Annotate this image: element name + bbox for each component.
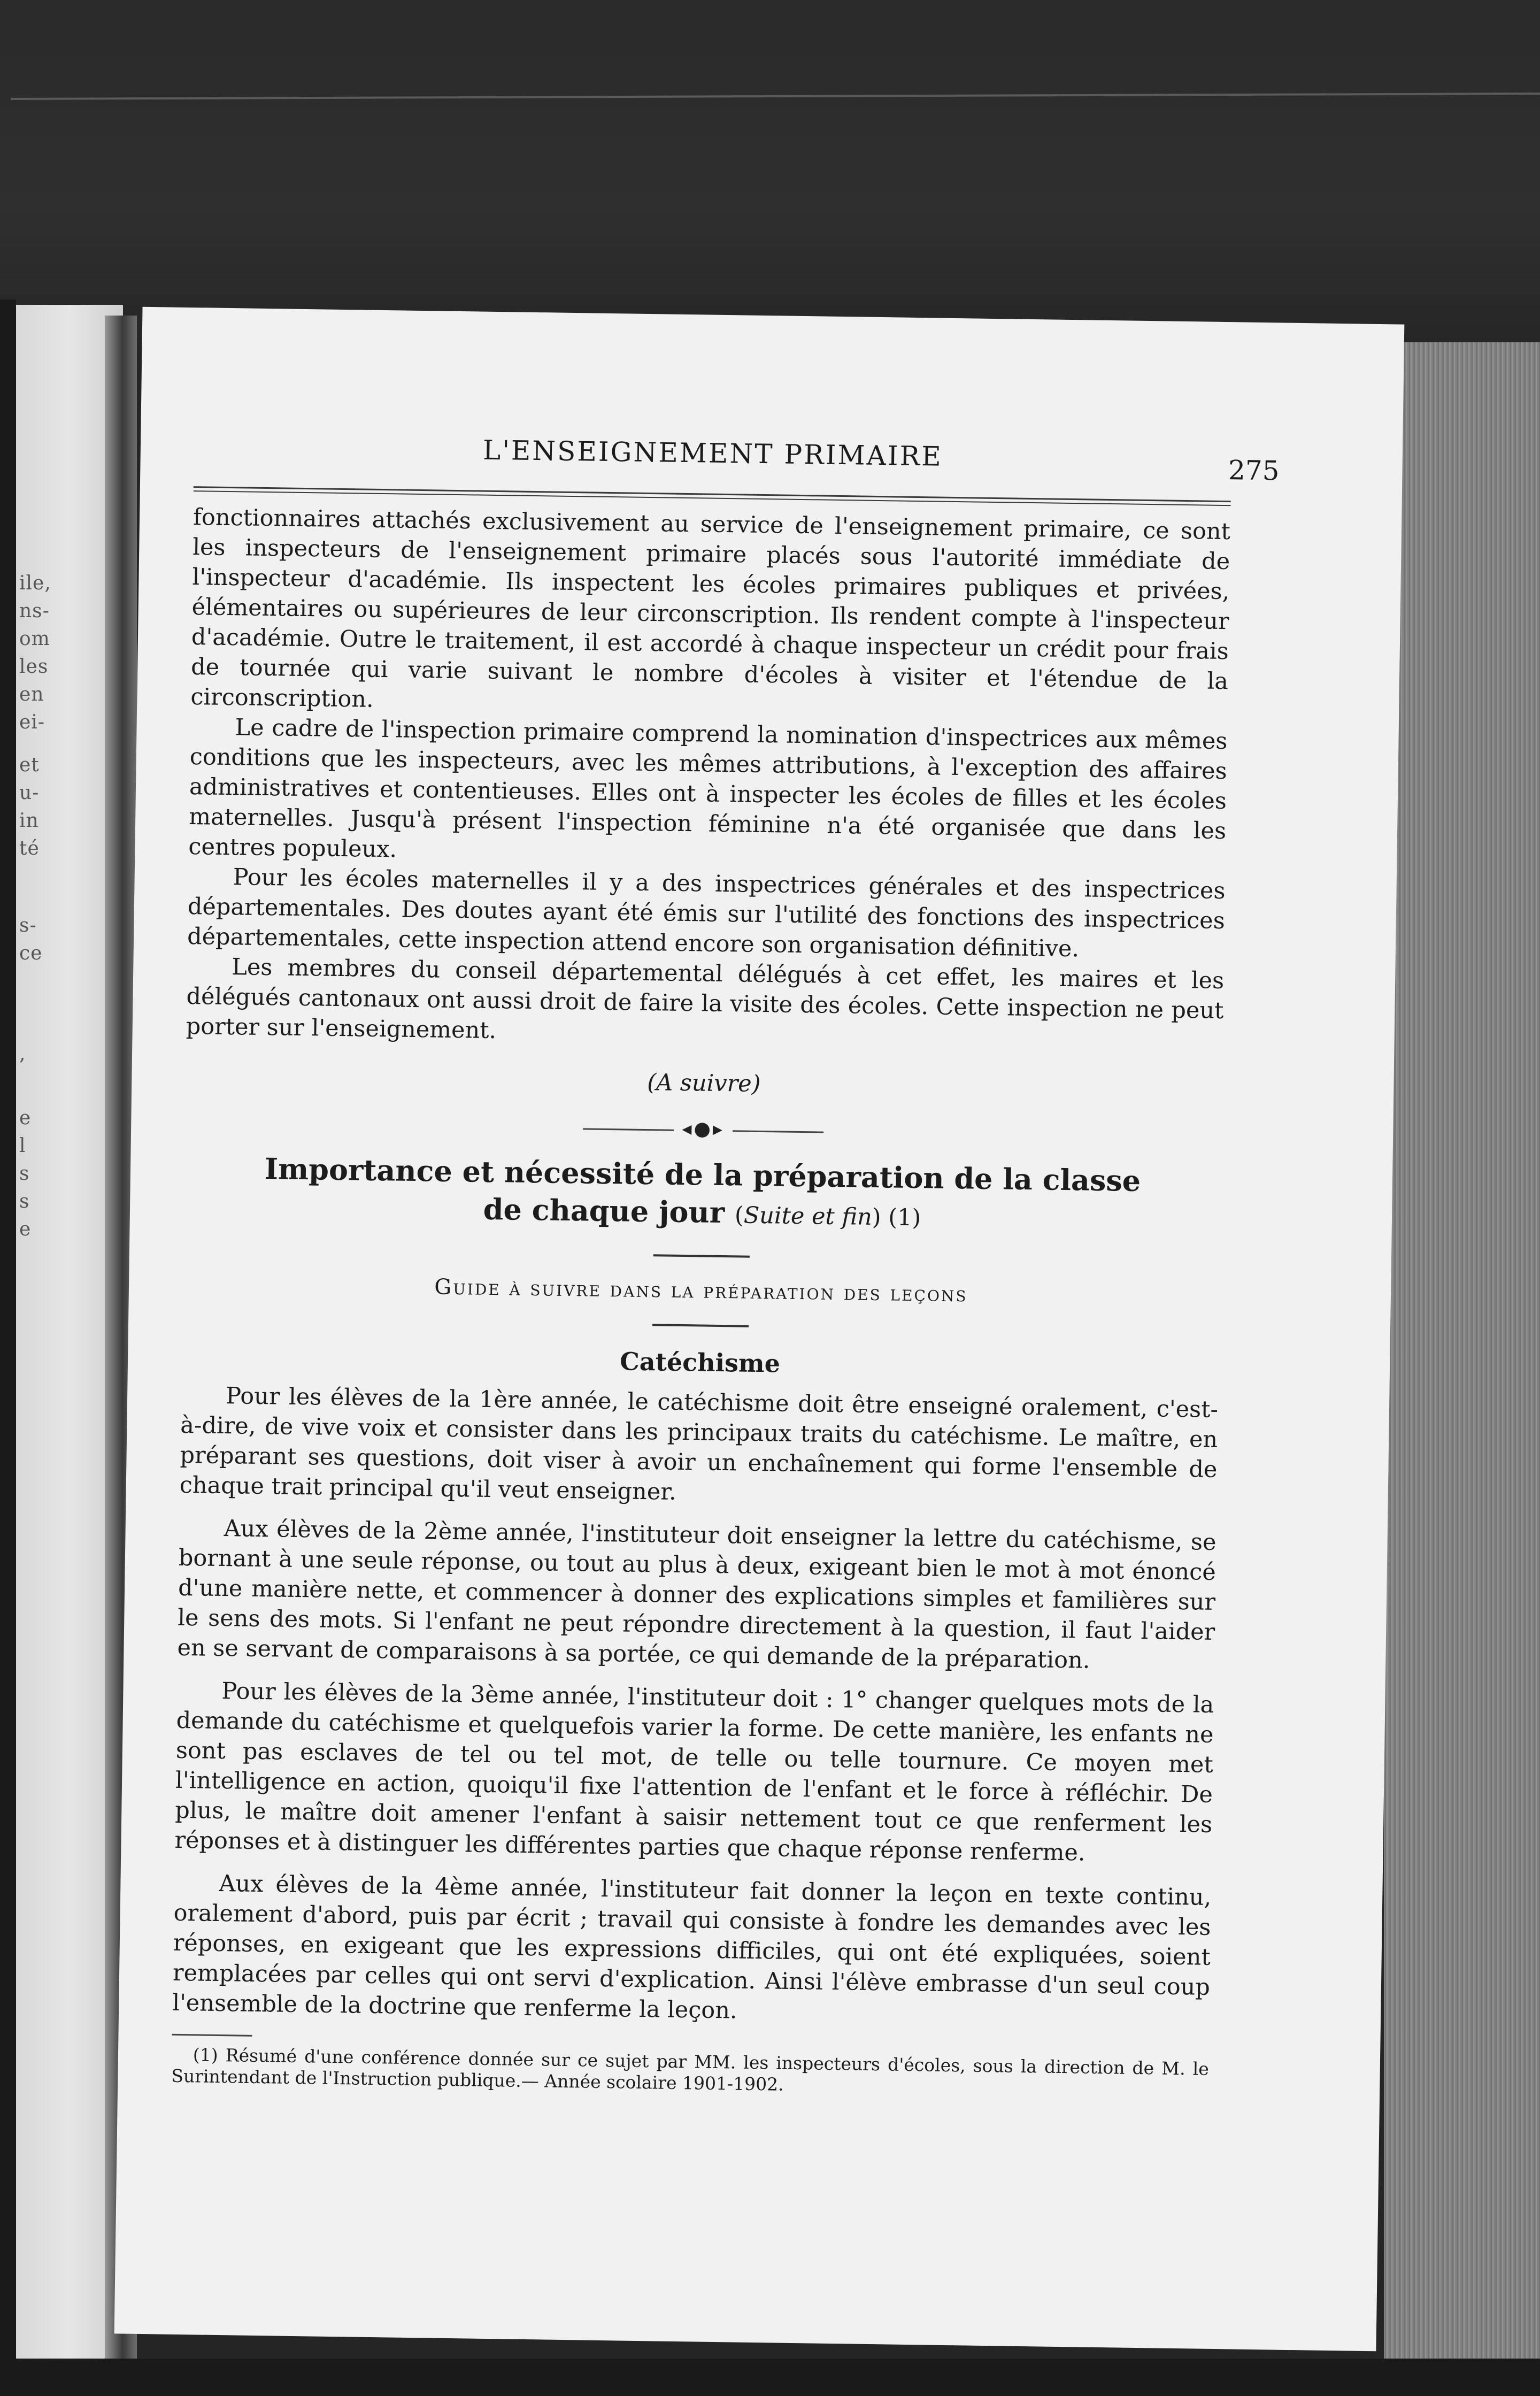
section-heading: Catéchisme — [619, 1347, 781, 1378]
ornament-line — [733, 1130, 823, 1133]
running-header — [194, 425, 1280, 498]
prev-page-fragment: s- — [19, 915, 37, 936]
to-be-continued: (A suivre) — [647, 1069, 761, 1097]
article-title-suffix-wrap: (Suite et fin) (1) — [734, 1202, 921, 1232]
section-ornament — [184, 1111, 1222, 1147]
dark-background-bottom — [0, 2359, 1540, 2396]
article-title-line1: Importance et nécessité de la préparation de la classe — [264, 1151, 1141, 1198]
body-paragraph: Le cadre de l'inspection primaire comprend la nomination d'inspectrices aux mêmes conditions que les inspecteurs, avec les mêmes attributions, à l'exception des affaires administratives et contentieuses. Elles ont à inspecter les écoles de filles et les écoles maternelles. Jusqu'à présent l'inspection féminine n'a été organisée que dans les centres populeux. — [188, 714, 1228, 863]
footnote-rule — [172, 2034, 252, 2037]
prev-page-fragment: les — [19, 656, 49, 678]
book-page — [114, 307, 1405, 2352]
page-stack-edge — [1384, 342, 1540, 2396]
title-rule — [653, 1254, 750, 1258]
prev-page-fragment: ei- — [19, 711, 45, 733]
article-title-footnote-ref: (1) — [888, 1204, 921, 1232]
running-title: L'ENSEIGNEMENT PRIMAIRE — [482, 434, 943, 472]
dark-background-left — [0, 300, 16, 2396]
prev-page-fragment: et — [19, 754, 40, 776]
article-paragraph: Pour les élèves de la 1ère année, le catéchisme doit être enseigné oralement, c'est-à-dire, de vive voix et consister dans les principaux traits du catéchisme. Le maître, en préparant ses questions, doit viser à avoir un enchaînement qui forme l'ensemble de chaque trait principal qu'il veut enseigner. — [179, 1383, 1219, 1506]
article-paragraph: Aux élèves de la 4ème année, l'instituteur fait donner la leçon en texte continu, oralement d'abord, puis par écrit ; travail qui consiste à fondre les demandes avec les réponses, en exigeant que les expressions difficiles, qui ont été expliquées, soient remplacées par celles qui ont servi d'explication. Ainsi l'élève embrasse d'un seul coup l'ensemble de la doctrine que renferme la leçon. — [172, 1870, 1212, 2024]
prev-page-fragment: om — [19, 628, 50, 650]
prev-page-fragment: e — [19, 1107, 32, 1129]
dark-background-top — [0, 0, 1540, 348]
body-paragraph: Les membres du conseil départemental délégués à cet effet, les maires et les délégués cantonaux ont aussi droit de faire la visite des écoles. Cette inspection ne peut porter sur l'enseignement. — [186, 954, 1225, 1045]
article-title — [183, 1149, 1222, 1241]
page-content — [171, 425, 1280, 2101]
article-title-line2: de chaque jour — [483, 1192, 725, 1230]
prev-page-fragment: l — [19, 1135, 26, 1157]
article-title-suffix: Suite et fin — [743, 1202, 873, 1231]
footnote: (1) Résumé d'une conférence donnée sur ce sujet par MM. les inspecteurs d'écoles, sous la direction de M. le Surintendant de l'Instruction publique.— Année scolaire 1901-1902. — [171, 2044, 1210, 2095]
prev-page-fragment: ns- — [19, 600, 50, 622]
guide-heading: Guide à suivre dans la préparation des leçons — [434, 1274, 968, 1307]
prev-page-fragment: in — [19, 810, 39, 832]
article-paragraph: Aux élèves de la 2ème année, l'instituteur doit enseigner la lettre du catéchisme, se bornant à une seule réponse, ou tout au plus à deux, exigeant bien le mot à mot énoncé d'une manière nette, et commencer à donner des explications simples et familières sur le sens des mots. Si l'enfant ne peut répondre directement à la question, il faut l'aider en se servant de comparaisons à sa portée, ce qui demande de la préparation. — [177, 1515, 1216, 1674]
prev-page-fragment: e — [19, 1218, 32, 1240]
page-number: 275 — [1228, 455, 1280, 487]
body-paragraph: Pour les écoles maternelles il y a des inspectrices générales et des inspectrices départementales. Des doutes ayant été émis sur l'utilité des fonctions des inspectrices départementales, cette inspection attend encore son organisation définitive. — [187, 864, 1226, 963]
ornament-glyph: ◂●▸ — [682, 1117, 725, 1141]
prev-page-fragment: ce — [19, 942, 43, 964]
ornament-line — [583, 1128, 674, 1131]
prev-page-fragment: u- — [19, 782, 40, 804]
guide-rule — [652, 1324, 749, 1327]
article-paragraph: Pour les élèves de la 3ème année, l'instituteur doit : 1° changer quelques mots de la demande du catéchisme et quelquefois varier la forme. De cette manière, les enfants ne sont pas esclaves de tel ou tel mot, de telle ou telle tournure. Ce moyen met l'intelligence en action, quoiqu'il fixe l'attention de l'enfant et le force à réfléchir. De plus, le maître doit amener l'enfant à saisir nettement tout ce que renferment les réponses et à distinguer les différentes parties que chaque réponse renferme. — [174, 1678, 1214, 1867]
prev-page-fragment: s — [19, 1191, 30, 1212]
prev-page-fragment: té — [19, 838, 40, 859]
prev-page-fragment: ile, — [19, 572, 51, 594]
prev-page-fragment: , — [19, 1043, 26, 1065]
prev-page-fragment: en — [19, 684, 44, 705]
body-paragraph: fonctionnaires attachés exclusivement au service de l'enseignement primaire, ce sont les inspecteurs de l'enseignement primaire placés sous l'autorité immédiate de l'inspecteur d'académie. Ils inspectent les écoles primaires publiques et privées, élémentaires ou supérieures de leur circonscription. Ils rendent compte à l'inspecteur d'académie. Outre le traitement, il est accordé à chaque inspecteur un crédit pour frais de tournée qui varie suivant le nombre d'écoles à visiter et l'étendue de la circonscription. — [190, 504, 1231, 713]
prev-page-fragment: s — [19, 1163, 30, 1185]
